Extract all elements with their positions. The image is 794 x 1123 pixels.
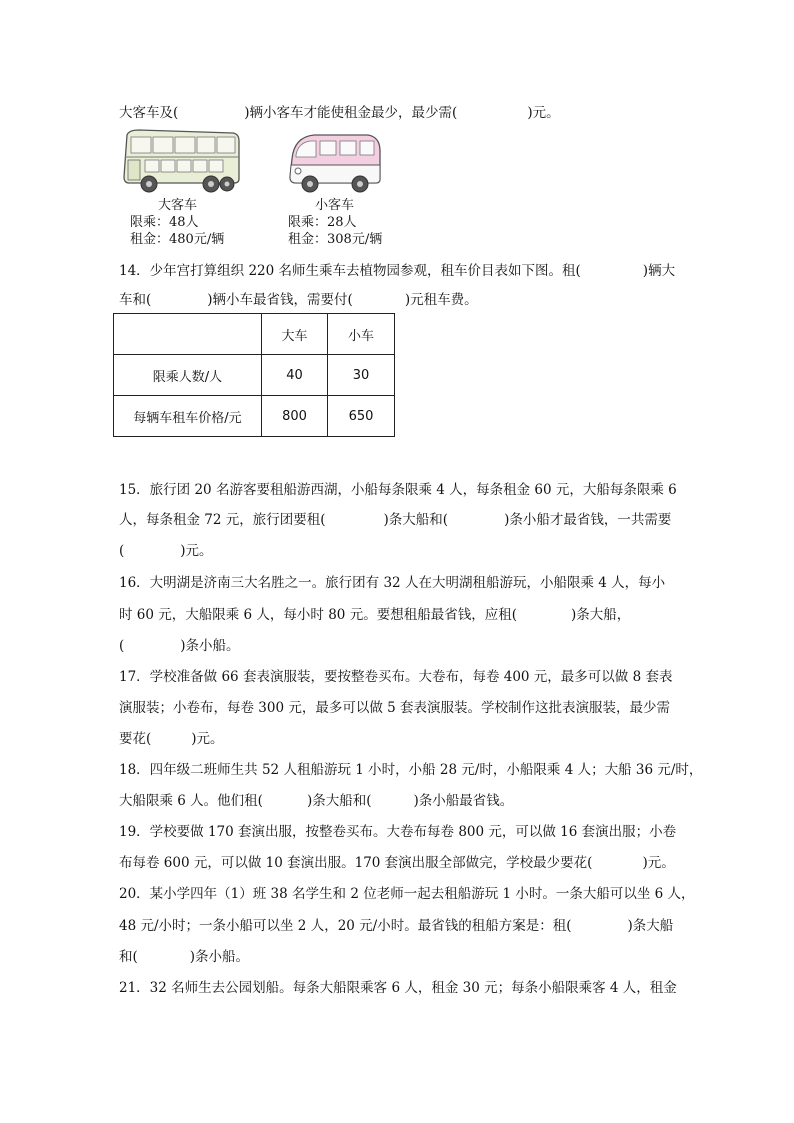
table-cell: 40	[262, 355, 328, 396]
q13-tail-line: 大客车及( )辆小客车才能使租金最少，最少需( )元。	[119, 105, 560, 121]
van-limit: 限乘：28人	[288, 215, 357, 230]
q16-line-2: 时 60 元，大船限乘 6 人，每小时 80 元。要想租船最省钱，应租( )条大船，	[119, 607, 631, 623]
q16-line-1: 16．大明湖是济南三大名胜之一。旅行团有 32 人在大明湖租船游玩，小船限乘 4 人，每小	[119, 575, 666, 591]
q15-line-1: 15．旅行团 20 名游客要租船游西湖，小船每条限乘 4 人，每条租金 60 元，大船每条限乘 6	[119, 482, 677, 498]
van-illustration	[286, 129, 386, 195]
bus-rent: 租金：480元/辆	[130, 232, 225, 247]
table-cell: 800	[262, 396, 328, 437]
q18-line-1: 18．四年级二班师生共 52 人租船游玩 1 小时，小船 28 元/时，小船限乘 4 人；大船 36 元/时，	[119, 762, 703, 778]
bus-illustration	[119, 127, 243, 195]
table-row	[114, 396, 395, 437]
table-row	[114, 355, 395, 396]
q20-line-1: 20．某小学四年（1）班 38 名学生和 2 位老师一起去租船游玩 1 小时。一条大船可以坐 6 人，	[119, 886, 695, 902]
van-name: 小客车	[315, 198, 355, 213]
table-header-cell	[114, 314, 262, 355]
q17-line-2: 演服装；小卷布，每卷 300 元，最多可以做 5 套表演服装。学校制作这批表演服装，最少需	[119, 700, 671, 716]
table-header-row	[114, 314, 395, 355]
q17-line-1: 17．学校准备做 66 套表演服装，要按整卷买布。大卷布，每卷 400 元，最多可以做 8 套表	[119, 669, 673, 685]
q15-line-2: 人，每条租金 72 元，旅行团要租( )条大船和( )条小船才最省钱，一共需要	[119, 512, 672, 528]
q16-line-3: ( )条小船。	[119, 638, 240, 654]
q20-line-3: 和( )条小船。	[119, 949, 250, 965]
q14-line-1: 14．少年宫打算组织 220 名师生乘车去植物园参观，租车价目表如下图。租( )辆大	[119, 263, 676, 279]
bus-limit: 限乘：48人	[130, 215, 199, 230]
bus-name: 大客车	[158, 198, 198, 213]
table-cell: 限乘人数/人	[114, 355, 262, 396]
q15-line-3: ( )元。	[119, 543, 213, 559]
q18-line-2: 大船限乘 6 人。他们租( )条大船和( )条小船最省钱。	[119, 793, 514, 809]
van-rent: 租金：308元/辆	[288, 232, 383, 247]
q19-line-2: 布每卷 600 元，可以做 10 套演出服。170 套演出服全部做完，学校最少要花( )元。	[119, 855, 675, 871]
table-header-cell: 小车	[328, 314, 395, 355]
table-cell: 650	[328, 396, 395, 437]
q20-line-2: 48 元/小时；一条小船可以坐 2 人，20 元/小时。最省钱的租船方案是：租( )条大船	[119, 918, 674, 934]
q14-line-2: 车和( )辆小车最省钱，需要付( )元租车费。	[119, 292, 478, 308]
table-header-cell: 大车	[262, 314, 328, 355]
q21-line-1: 21．32 名师生去公园划船。每条大船限乘客 6 人，租金 30 元；每条小船限乘客 4 人，租金	[119, 980, 677, 996]
price-table	[113, 313, 395, 437]
q19-line-1: 19．学校要做 170 套演出服，按整卷买布。大卷布每卷 800 元，可以做 16 套演出服；小卷	[119, 824, 677, 840]
table-cell: 每辆车租车价格/元	[114, 396, 262, 437]
q17-line-3: 要花( )元。	[119, 731, 224, 747]
table-cell: 30	[328, 355, 395, 396]
